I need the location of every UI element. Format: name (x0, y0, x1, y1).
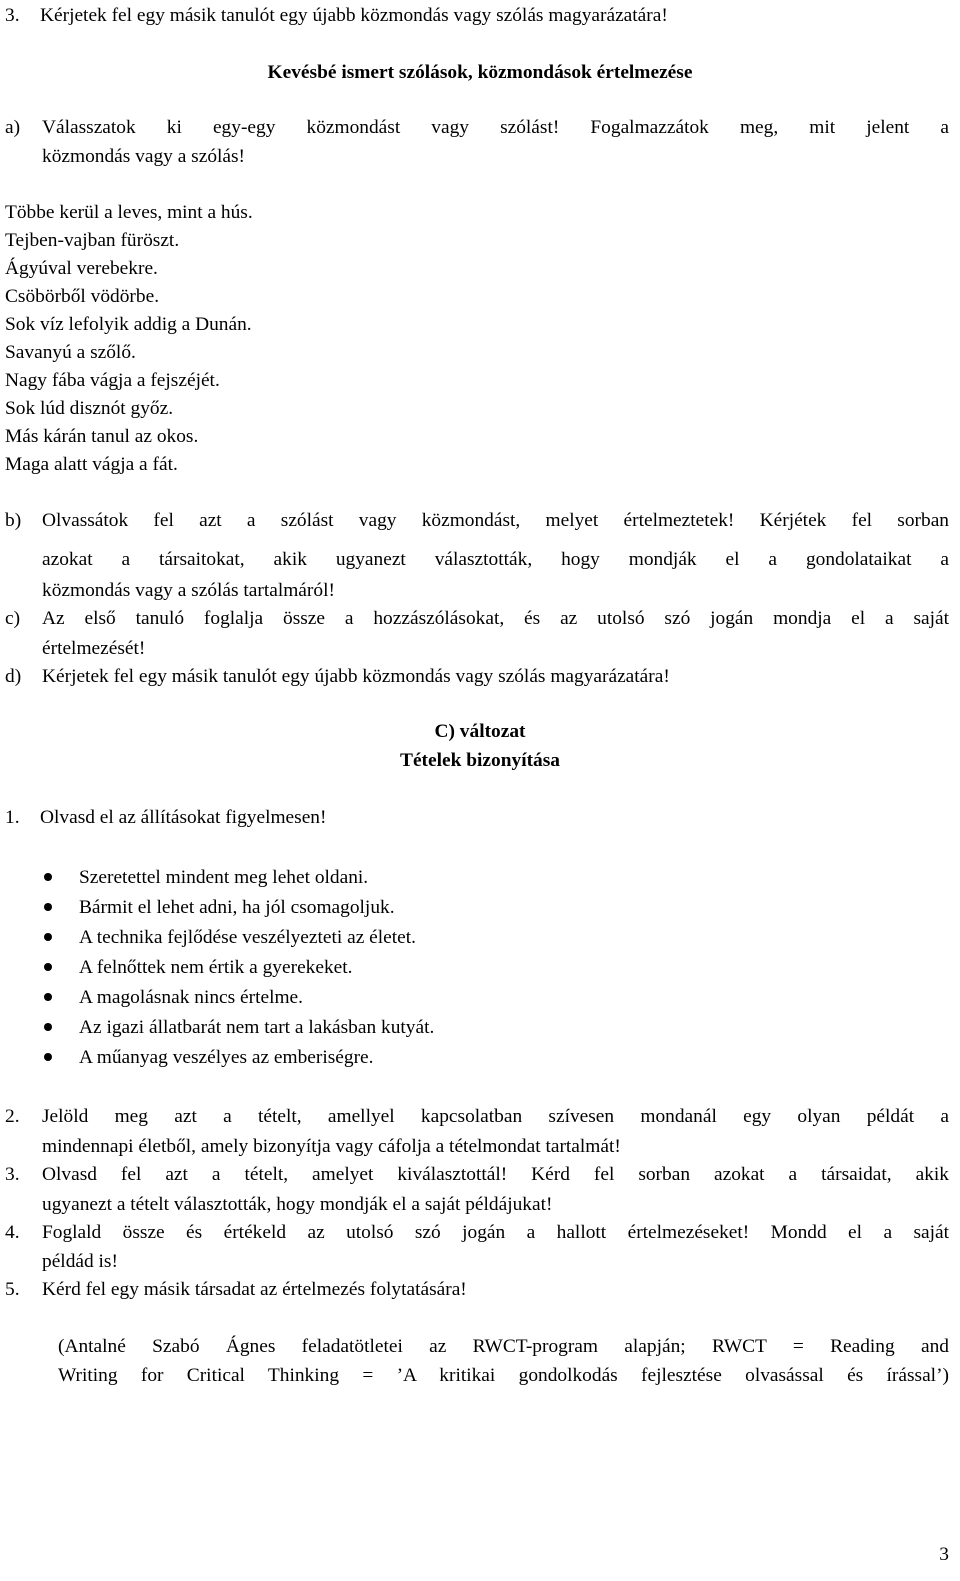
item-b-line1: Olvassátok fel azt a szólást vagy közmondást, melyet értelmeztetek! Kérjétek fel sorban (42, 510, 949, 531)
step-4-number: 4. (5, 1222, 20, 1243)
item-c-line1: Az első tanuló foglalja össze a hozzászólásokat, és az utolsó szó jogán mondja el a saját (42, 608, 949, 629)
statement-item: A felnőttek nem értik a gyerekeket. (79, 957, 353, 978)
proverb-item: Sok víz lefolyik addig a Dunán. (5, 314, 252, 335)
bullet-icon (44, 993, 52, 1001)
item-a-line2: közmondás vagy a szólás! (42, 146, 246, 167)
item-d-line1: Kérjetek fel egy másik tanulót egy újabb közmondás vagy szólás magyarázatára! (42, 666, 670, 687)
step-1-number: 1. (5, 807, 20, 828)
step-5-line1: Kérd fel egy másik társadat az értelmezés folytatására! (42, 1279, 467, 1300)
bullet-icon (44, 903, 52, 911)
item-a-label: a) (5, 117, 21, 138)
item-c-label: c) (5, 608, 21, 629)
proverb-item: Tejben-vajban füröszt. (5, 230, 180, 251)
proverb-item: Többe kerül a leves, mint a hús. (5, 202, 253, 223)
variant-title: C) változat (434, 721, 526, 742)
statement-item: Az igazi állatbarát nem tart a lakásban kutyát. (79, 1017, 435, 1038)
top-item-text: Kérjetek fel egy másik tanulót egy újabb közmondás vagy szólás magyarázatára! (40, 5, 668, 26)
step-3-line2: ugyanezt a tételt választották, hogy mondják el a saját példájukat! (42, 1194, 553, 1215)
bullet-icon (44, 873, 52, 881)
step-2-number: 2. (5, 1106, 20, 1127)
bullet-icon (44, 963, 52, 971)
item-b-line2: azokat a társaitokat, akik ugyanezt választották, hogy mondják el a gondolataikat a (42, 549, 949, 570)
statement-item: A magolásnak nincs értelme. (79, 987, 304, 1008)
bullet-icon (44, 933, 52, 941)
item-c-line2: értelmezését! (42, 638, 146, 659)
proverb-item: Más kárán tanul az okos. (5, 426, 199, 447)
proverb-item: Maga alatt vágja a fát. (5, 454, 178, 475)
item-b-line3: közmondás vagy a szólás tartalmáról! (42, 580, 335, 601)
proverb-item: Csöbörből vödörbe. (5, 286, 160, 307)
proverb-item: Ágyúval verebekre. (5, 258, 158, 279)
page-number: 3 (939, 1544, 949, 1565)
statement-item: Szeretettel mindent meg lehet oldani. (79, 867, 369, 888)
step-1-text: Olvasd el az állításokat figyelmesen! (40, 807, 327, 828)
variant-subtitle: Tételek bizonyítása (400, 750, 560, 771)
step-3-number: 3. (5, 1164, 20, 1185)
bullet-icon (44, 1053, 52, 1061)
step-5-number: 5. (5, 1279, 20, 1300)
footer-citation-line1: (Antalné Szabó Ágnes feladatötletei az RWCT-program alapján; RWCT = Reading and (58, 1336, 949, 1357)
statement-item: Bármit el lehet adni, ha jól csomagoljuk. (79, 897, 395, 918)
statement-item: A technika fejlődése veszélyezteti az életet. (79, 927, 417, 948)
proverb-item: Sok lúd disznót győz. (5, 398, 174, 419)
step-3-line1: Olvasd fel azt a tételt, amelyet kiválasztottál! Kérd fel sorban azokat a társaidat, akik (42, 1164, 949, 1185)
statement-item: A műanyag veszélyes az emberiségre. (79, 1047, 374, 1068)
step-4-line2: példád is! (42, 1251, 118, 1272)
bullet-icon (44, 1023, 52, 1031)
section-title: Kevésbé ismert szólások, közmondások értelmezése (267, 62, 693, 83)
top-item-number: 3. (5, 5, 20, 26)
step-4-line1: Foglald össze és értékeld az utolsó szó jogán a hallott értelmezéseket! Mondd el a saját (42, 1222, 949, 1243)
proverb-item: Savanyú a szőlő. (5, 342, 136, 363)
step-2-line2: mindennapi életből, amely bizonyítja vagy cáfolja a tételmondat tartalmát! (42, 1136, 621, 1157)
proverb-item: Nagy fába vágja a fejszéjét. (5, 370, 220, 391)
footer-citation-line2: Writing for Critical Thinking = ’A kritikai gondolkodás fejlesztése olvasással és írással’) (58, 1365, 949, 1386)
item-a-line1: Válasszatok ki egy-egy közmondást vagy szólást! Fogalmazzátok meg, mit jelent a (42, 117, 949, 138)
step-2-line1: Jelöld meg azt a tételt, amellyel kapcsolatban szívesen mondanál egy olyan példát a (42, 1106, 949, 1127)
item-b-label: b) (5, 510, 22, 531)
item-d-label: d) (5, 666, 22, 687)
